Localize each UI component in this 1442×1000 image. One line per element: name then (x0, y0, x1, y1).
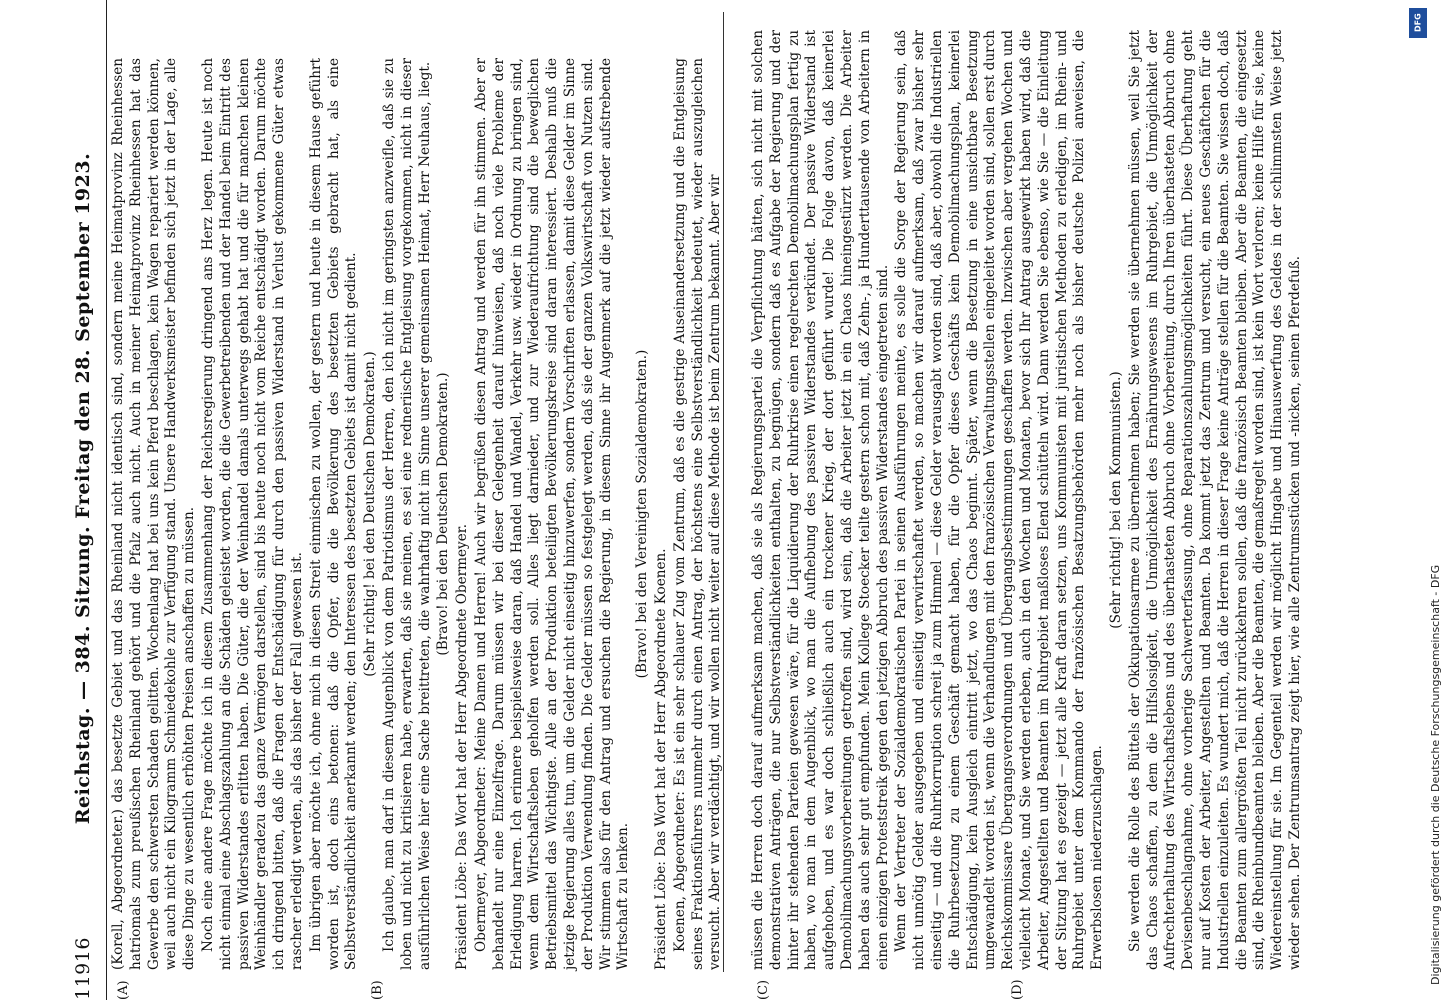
paragraph: (Sehr richtig! bei den Deutschen Demokraten.) (362, 351, 379, 677)
page-title: Reichstag. — 384. Sitzung. Freitag den 28. September 1923. (72, 152, 94, 825)
left-column (110, 58, 724, 970)
paragraph: Obermeyer, Abgeordneter: Meine Damen und Herren! Auch wir begrüßen diesen Antrag und werden für ihn stimmen. Aber er behandelt nur eine Einzelfrage. Darum müssen wir bei dieser Gelegenheit darauf hinweisen, daß noch viele Probleme der Erledigung harren. Ich erinnere beispielsweise daran, daß Handel und Wandel, Verkehr usw. wieder in Ordnung zu bringen sind, wenn dem Wirtschaftsleben geholfen werden soll. Alles liegt darnieder, und zur Wiederaufrichtung sind die beweglichen Betriebsmittel das Wichtigste. Alle an der Produktion beteiligten Bevölkerungskreise sind daran interessiert. Deshalb muß die jetzige Regierung alles tun, um die Gelder nicht einseitig hinzuwerfen, sondern Vorschriften erlassen, damit diese Gelder im Sinne der Produktion Verwendung finden. Die Gelder müssen so festgelegt werden, daß sie der ganzen Volkswirtschaft von Nutzen sind. Wir stimmen also für den Antrag und ersuchen die Regierung, in diesem Sinne ihr Augenmerk auf die jetzt wieder aufstrebende Wirtschaft zu lenken. (472, 58, 632, 970)
paragraph: Präsident Löbe: Das Wort hat der Herr Abgeordnete Koenen. (652, 548, 669, 970)
paragraph: Sie werden die Rolle des Büttels der Okkupationsarmee zu übernehmen haben; Sie werden sie übernehmen müssen, weil Sie jetzt das Chaos schaffen, zu dem die Hilfslosigkeit, die Unmöglichkeit des Ernährungswesens im Ruhrgebiet, die Unmöglichkeit der Aufrechterhaltung des Wirtschaftslebens und des überhasteten Abbruch ohne Vorbereitung, durch Ihren überhasteten Abbruch ohne Devisenbeschlagnahme, ohne vorherige Sachwerterfassung, ohne Reparationszahlungsmöglichkeiten führt. Diese Überhaftung geht nur auf Kosten der Arbeiter, Angestellten und Beamten. Da kommt jetzt das Zentrum und versucht, ein neues Geschäftchen für die Industriellen einzuleiten. Es wundert mich, daß die Herren in dieser Frage keine Anträge stellen für die Beamten. Sie wissen doch, daß die Beamten zum allergrößten Teil nicht zurückkehren sollen, daß die französisch Beamten bleiben. Aber die Beamten, die eingesetzt sind, die Rheinbundbeamten bleiben. Aber die Beamten, die gemaßregelt worden sind, ist kein Wort verloren; keine Hilfe für sie, keine Wiedereinstellung für sie. Im Gegenteil werden wir möglicht Hingabe und Hinauswerfung des Geldes in der schlimmsten Weise jetzt wieder sehen. Der Zentrumsantrag zeigt hier, wie alle Zentrumsstücken und -nicken, seinen Pferdefuß. (1126, 30, 1303, 970)
paragraph: Koenen, Abgeordneter: Es ist ein sehr schlauer Zug vom Zentrum, daß es die gestrige Auseinandersetzung und die Entgleisung seines Fraktionsführers nunmehr durch einen Antrag, der höchstens eine Selbstverständlichkeit bedeutet, wieder auszugleichen versucht. Aber wir verdächtigt, und wir wollen nicht weiter auf diese Methode ist beim Zentrum bekannt. Aber wir (671, 58, 724, 970)
page-body (110, 0, 1392, 1000)
paragraph: (Bravo! bei den Vereinigten Sozialdemokraten.) (634, 349, 651, 679)
credit-text: Digitalisierung gefördert durch die Deutsche Forschungsgemeinschaft - DFG (1429, 564, 1442, 985)
paragraph: Noch eine andere Frage möchte ich in diesem Zusammenhang der Reichsregierung dringend ans Herz legen. Heute ist noch nicht einmal eine Abschlagszahlung an die Schäden geleistet worden, die die Gewerbetreibenden und der Handel beim Eintritt des passiven Widerstandes erlitten haben. Die Güter, die der Weinhandel damals unterwegs gehabt hat und die für manchen kleinen Weinhändler geradezu das ganze Vermögen darstellen, sind bis heute noch nicht vom Reiche entschädigt worden. Darum möchte ich dringend bitten, daß die Fragen der Entschädigung für durch den passiven Widerstand in Verlust gekommene Güter etwas rascher erledigt werden, als das bisher der Fall gewesen ist. (199, 58, 305, 970)
right-column (750, 30, 1390, 970)
paragraph: Ich glaube, man darf in diesem Augenblick von dem Patriotismus der Herren, den ich nicht im geringsten anzweifle, daß sie zu loben und nicht zu kritisieren habe, erwarten, daß sie meinen, es sei eine redneriische Entgleisung vorgekommen, nicht in dieser ausführlichen Weise hier eine Sache breittreten, die wahrhaftig nicht im Sinne unserer gemeinsamen Heimat, Herr Neuhaus, liegt. (380, 58, 433, 970)
page-header (62, 0, 104, 1000)
margin-marker-b: (B) (370, 980, 385, 1000)
paragraph: (Bravo! bei den Deutschen Demokraten.) (435, 372, 452, 656)
dfg-logo: DFG (1409, 8, 1427, 38)
paragraph: Wenn der Vertreter der Sozialdemokratischen Partei in seinen Ausführungen meinte, es solle die Sorge der Regierung sein, daß nicht unnötig Gelder ausgegeben und einseitig verwirtschaftet werden, so machen wir darauf aufmerksam, daß zwar bisher sehr einseitig — und die Ruhrkorruption schreit ja zum Himmel — diese Gelder verausgabt worden sind, daß aber, obwohl die Industriellen die Ruhrbesetzung zu einem Geschäft gemacht haben, für die Opfer dieses Geschäfts kein Demobilmachungsplan, keinerlei Entschädigung, kein Ausgleich eintritt jetzt, wo das Chaos beginnt. Später, wenn die Besetzung in eine unsichtbare Besetzung umgewandelt worden ist, wenn die Verhandlungen mit den französischen Verwaltungsstellen eingeleitet worden sind, sollen erst durch Reichskommissare Übergangsverordnungen und Übergangsbestimmungen geschaffen werden. Inzwischen aber vergehen Wochen und vielleicht Monate, und Sie werden erleben, auch in den Wochen und Monaten, bevor sich Ihr Antrag ausgewirkt haben wird, daß die Arbeiter, Angestellten und Beamten im Ruhrgebiet maßloses Elend schütteln wird. Dann werden Sie ebenso, wie Sie — die Einleitung der Sitzung hat es gezeigt — jetzt alle Kraft daran setzen, uns Kommunisten mit juristischen Methoden zu erledigen, im Rhein- und Ruhrgebiet unter dem Kommando der französischen Besatzungsbehörden mehr noch als bisher deutsche Polizei anweisen, die Erwerbslosen niederzuschlagen. (893, 30, 1106, 970)
margin-marker-a: (A) (116, 980, 131, 1000)
newspaper-page (62, 0, 1392, 1000)
paragraph: (Sehr richtig! bei den Kommunisten.) (1107, 371, 1124, 629)
digitization-credit (1405, 0, 1442, 1000)
paragraph: müssen die Herren doch darauf aufmerksam machen, daß sie als Regierungspartei die Verpflichtung hätten, sich nicht mit solchen demonstrativen Anträgen, die nur Selbstverständlichkeiten enthalten, zu begnügen, sondern daß es Aufgabe der Regierung und der hinter ihr stehenden Parteien gewesen wäre, für die Liquidierung der Ruhrkrise einen regelrechten Demobilmachungsplan fertig zu haben, wo man in dem Augenblick, wo man die Aufhebung des passiven Widerstandes verkündet. Der passive Widerstand ist aufgehoben, und es war doch schließlich auch ein trockener Krieg, der dort geführt wurde! Die Folge davon, daß keinerlei Demobilmachungsvorbereitungen getroffen sind, wird sein, daß die Arbeiter jetzt in ein Chaos hineingestürzt werden. Die Arbeiter haben das auch sehr gut empfunden. Mein Kollege Stoecker teilte gestern schon mit, daß Zehn-, ja Hunderttausende von Arbeitern in einen einzigen Proteststreik gegen den jetzigen Abbruch des passiven Widerstandes eingetreten sind. (750, 30, 891, 970)
paragraph: Im übrigen aber möchte ich, ohne mich in diesen Streit einmischen zu wollen, der gestern und heute in diesem Hause geführt worden ist, doch eins betonen: daß die Opfer, die die Bevölkerung des besetzten Gebiets gebracht hat, als eine Selbstverständlichkeit anerkannt werden; den Interessen des besetzten Gebiets ist damit nicht gedient. (307, 58, 360, 970)
paragraph: Präsident Löbe: Das Wort hat der Herr Abgeordnete Obermeyer. (454, 523, 471, 970)
header-rule (106, 0, 107, 1000)
page-number: 11916 (72, 937, 94, 1000)
column-divider (723, 12, 724, 972)
margin-marker-c: (C) (756, 979, 771, 1000)
margin-marker-d: (D) (1010, 979, 1025, 1000)
paragraph: (Korell, Abgeordneter.) das besetzte Gebiet und das Rheinland nicht identisch sind, sondern meine Heimatprovinz Rheinhessen hatriomals zum preußischen Rheinland gehört und die Pfalz auch nicht. Auch in meiner Heimatprovinz Rheinhessen hat das Gewerbe den schwersten Schaden gelitten. Wochenlang hat bei uns kein Pferd beschlagen, kein Wagen repariert werden können, weil auch nicht ein Kilogramm Schmiedekohle zur Verfügung stand. Unsere Handwerksmeister befinden sich jetzt in der Lage, alle diese Dinge zu wesentlich erhöhten Preisen anschaffen zu müssen. (110, 58, 198, 970)
